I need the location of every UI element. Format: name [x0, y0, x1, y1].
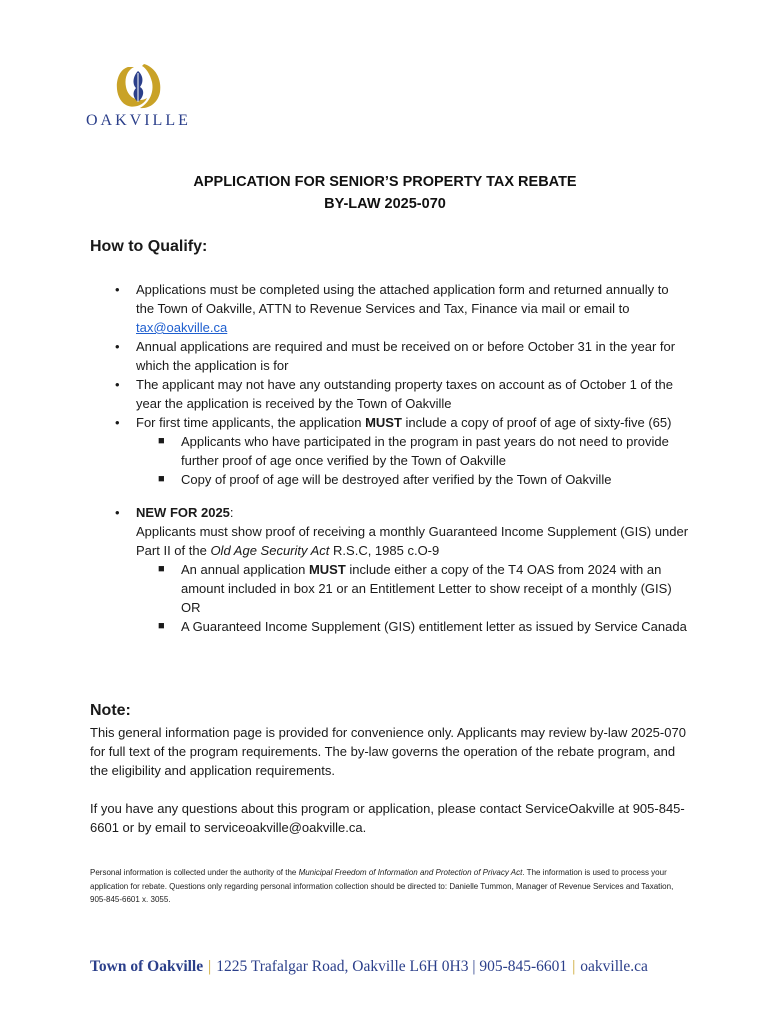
oakville-logo [86, 62, 190, 132]
note-heading: Note: [90, 702, 131, 719]
bullet-text: For first time applicants, the application [136, 415, 366, 430]
page-subtitle: BY-LAW 2025-070 [324, 196, 446, 212]
note-paragraph: This general information page is provided for convenience only. Applicants may review by-law 2025-070 for full text of the program requirements. The by-law governs the operation of the rebate program, and the eligibility and application requirements. [90, 725, 686, 778]
colon: : [229, 505, 234, 520]
sub-bullet-text: Copy of proof of age will be destroyed after verified by the Town of Oakville [181, 472, 612, 487]
bullet-text: R.S.C, 1985 c.O-9 [329, 543, 440, 558]
sub-bullet-text: An annual application [181, 562, 309, 577]
privacy-text: Personal information is collected under the authority of the [90, 868, 299, 877]
bullet-text: Applicants must show proof of receiving a monthly Guaranteed Income Supplement (GIS) under Part II of the [136, 524, 689, 558]
square-bullet-icon: ■ [158, 563, 165, 575]
bullet-icon: • [115, 415, 120, 430]
footer-separator: | [572, 958, 576, 975]
footer-separator: | [208, 958, 212, 975]
contact-paragraph: If you have any questions about this program or application, please contact ServiceOakville at 905-845-6601 or by email to serviceoakville@oakville.ca. [90, 801, 685, 835]
qualify-list [90, 280, 690, 636]
footer-website[interactable]: oakville.ca [580, 958, 648, 975]
sub-list-item [90, 432, 690, 470]
footer-address: 1225 Trafalgar Road, Oakville L6H 0H3 | 905-845-6601 [216, 958, 568, 975]
act-name: Old Age Security Act [210, 543, 330, 558]
bullet-text: The applicant may not have any outstanding property taxes on account as of October 1 of the year the application is received by the Town of Oakville [136, 377, 673, 411]
footer [90, 958, 648, 976]
privacy-act-name: Municipal Freedom of Information and Protection of Privacy Act [298, 868, 523, 877]
oak-leaf-icon [110, 62, 168, 110]
emphasis-text: MUST [308, 562, 346, 577]
list-item [90, 337, 690, 375]
square-bullet-icon: ■ [158, 620, 165, 632]
sub-bullet-text: include either a copy of the T4 OAS from 2024 with an amount included in box 21 or an Entitlement Letter to show receipt of a monthly (GIS) OR [181, 562, 672, 615]
emphasis-text: MUST [365, 415, 402, 430]
privacy-notice [90, 866, 682, 907]
bullet-text: Annual applications are required and must be received on or before October 31 in the year for which the application is for [136, 339, 676, 373]
sub-bullet-text: A Guaranteed Income Supplement (GIS) entitlement letter as issued by Service Canada [181, 619, 687, 634]
page-title: APPLICATION FOR SENIOR’S PROPERTY TAX REBATE [193, 174, 577, 190]
list-item [90, 413, 690, 432]
new-for-2025-label: NEW FOR 2025 [136, 505, 230, 520]
bullet-icon: • [115, 282, 120, 297]
logo-wordmark: OAKVILLE [86, 112, 191, 129]
privacy-text: . The information is used to process your application for rebate. Questions only regarding personal information collection should be directed to: Danielle Tummon, Manager of Revenue Services and Taxation, 905-845-6601 x. 3055. [90, 868, 674, 904]
footer-town: Town of Oakville [90, 958, 204, 975]
sub-list-item [90, 617, 690, 636]
bullet-text: include a copy of proof of age of sixty-five (65) [401, 415, 672, 430]
qualify-heading: How to Qualify: [90, 238, 208, 255]
list-item [90, 280, 690, 337]
square-bullet-icon: ■ [158, 473, 165, 485]
tax-email-link[interactable]: tax@oakville.ca [136, 320, 228, 335]
bullet-icon: • [115, 377, 120, 392]
bullet-text: Applications must be completed using the attached application form and returned annually to the Town of Oakville, ATTN to Revenue Services and Tax, Finance via mail or email to [136, 282, 669, 316]
sub-list-item [90, 560, 690, 617]
sub-list-item [90, 470, 690, 489]
list-item [90, 375, 690, 413]
bullet-icon: • [115, 505, 120, 520]
bullet-icon: • [115, 339, 120, 354]
list-item [90, 503, 690, 560]
square-bullet-icon: ■ [158, 435, 165, 447]
sub-bullet-text: Applicants who have participated in the program in past years do not need to provide further proof of age once verified by the Town of Oakville [181, 434, 669, 468]
